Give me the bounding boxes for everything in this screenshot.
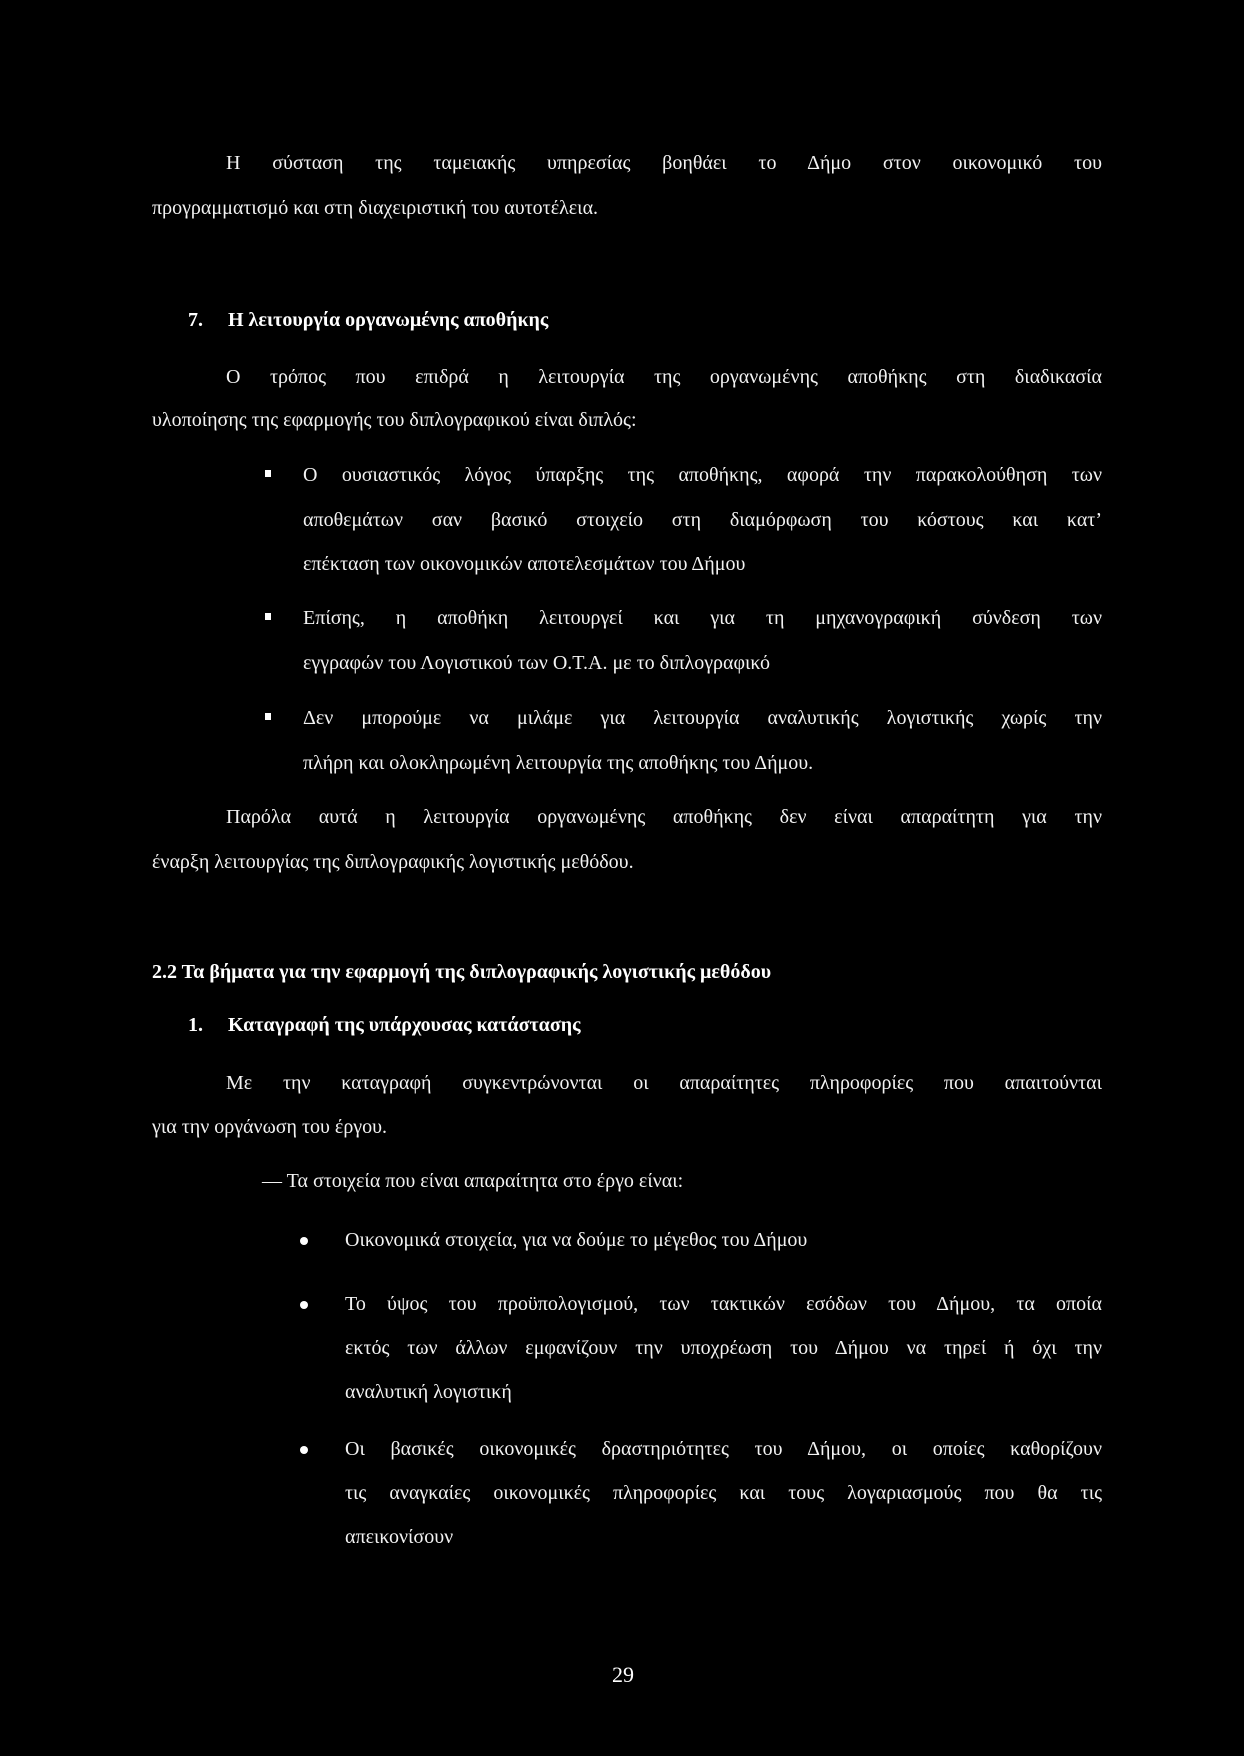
dash-intro-line: — Τα στοιχεία που είναι απαραίτητα στο έργο είναι: [262,1170,684,1192]
section-7-para-line-2: υλοποίησης της εφαρμογής του διπλογραφικού είναι διπλός: [152,409,637,431]
bullet-1-line-1: Ο ουσιαστικός λόγος ύπαρξης της αποθήκης, αφορά την παρακολούθηση των [303,464,1102,486]
closing-line-1: Παρόλα αυτά η λειτουργία οργανωμένης αποθήκης δεν είναι απαραίτητη για την [226,806,1102,828]
round-bullet-3-line-2: τις αναγκαίες οικονομικές πληροφορίες και τους λογαριασμούς που θα τις [345,1482,1102,1504]
subsection-1-number: 1. [188,1014,203,1036]
square-bullet-icon [265,613,271,620]
subsection-1-heading: Καταγραφή της υπάρχουσας κατάστασης [228,1014,581,1036]
intro-line-2: προγραμματισμό και στη διαχειριστική του αυτοτέλεια. [152,197,599,219]
section-2-2-para-line-2: για την οργάνωση του έργου. [152,1116,388,1138]
round-bullet-icon [300,1237,308,1245]
section-7-para-line-1: Ο τρόπος που επιδρά η λειτουργία της οργανωμένης αποθήκης στη διαδικασία [226,366,1102,388]
section-2-2-para-line-1: Με την καταγραφή συγκεντρώνονται οι απαραίτητες πληροφορίες που απαιτούνται [226,1072,1102,1094]
round-bullet-3-line-3: απεικονίσουν [345,1526,454,1548]
round-bullet-2-line-2: εκτός των άλλων εμφανίζουν την υποχρέωση του Δήμου να τηρεί ή όχι την [345,1337,1102,1359]
round-bullet-1-line-1: Οικονομικά στοιχεία, για να δούμε το μέγεθος του Δήμου [345,1229,808,1251]
closing-line-2: έναρξη λειτουργίας της διπλογραφικής λογιστικής μεθόδου. [152,851,634,873]
round-bullet-2-line-1: Το ύψος του προϋπολογισμού, των τακτικών εσόδων του Δήμου, τα οποία [345,1293,1102,1315]
bullet-2-line-2: εγγραφών του Λογιστικού των Ο.Τ.Α. με το διπλογραφικό [303,652,771,674]
intro-line-1: Η σύσταση της ταμειακής υπηρεσίας βοηθάει το Δήμο στον οικονομικό του [226,152,1102,174]
square-bullet-icon [265,713,271,720]
page-number: 29 [612,1662,634,1687]
square-bullet-icon [265,470,271,477]
round-bullet-icon [300,1301,308,1309]
bullet-3-line-1: Δεν μπορούμε να μιλάμε για λειτουργία αναλυτικής λογιστικής χωρίς την [303,707,1102,729]
bullet-1-line-2: αποθεμάτων σαν βασικό στοιχείο στη διαμόρφωση του κόστους και κατ’ [303,509,1102,531]
bullet-1-line-3: επέκταση των οικονομικών αποτελεσμάτων του Δήμου [303,553,746,575]
bullet-3-line-2: πλήρη και ολοκληρωμένη λειτουργία της αποθήκης του Δήμου. [303,752,814,774]
section-2-2-heading: 2.2 Τα βήματα για την εφαρμογή της διπλογραφικής λογιστικής μεθόδου [152,961,772,983]
round-bullet-2-line-3: αναλυτική λογιστική [345,1381,512,1403]
round-bullet-icon [300,1446,308,1454]
section-7-heading: Η λειτουργία οργανωμένης αποθήκης [228,309,549,331]
round-bullet-3-line-1: Οι βασικές οικονομικές δραστηριότητες του Δήμου, οι οποίες καθορίζουν [345,1438,1102,1460]
bullet-2-line-1: Επίσης, η αποθήκη λειτουργεί και για τη μηχανογραφική σύνδεση των [303,607,1102,629]
section-7-number: 7. [188,309,203,331]
